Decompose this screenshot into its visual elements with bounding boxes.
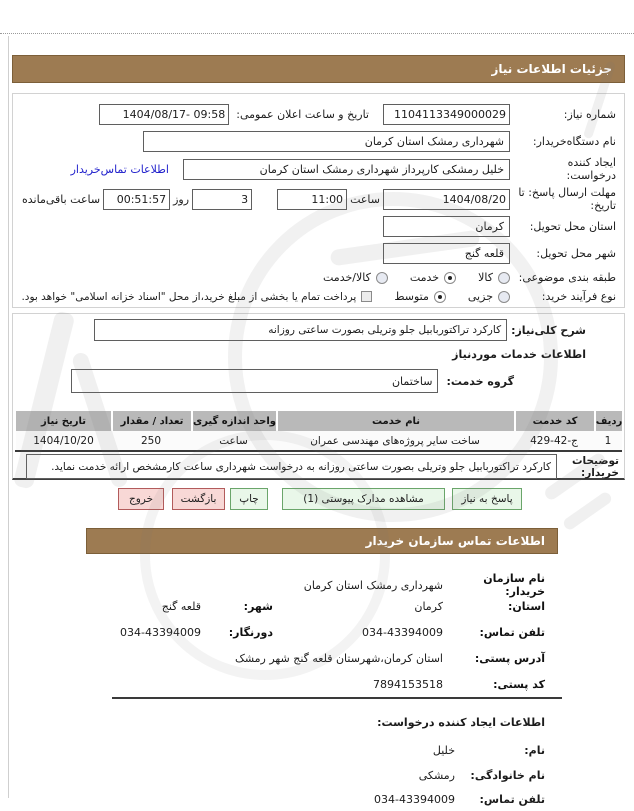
goods-service-radio[interactable]: [376, 272, 388, 284]
deadline-label: [510, 186, 616, 212]
col-header-unit: واحد اندازه گیری: [191, 411, 276, 431]
announce-datetime-field[interactable]: 1404/08/17- 09:58: [99, 104, 229, 125]
top-dotted-divider: [0, 33, 634, 34]
details-section-header: [12, 55, 625, 83]
org-phone-label: تلفن تماس:: [479, 626, 545, 639]
creator-last-name-value: رمشکی: [418, 769, 455, 782]
partial-radio[interactable]: [498, 291, 510, 303]
service-group-label: گروه خدمت:: [446, 374, 514, 388]
goods-radio[interactable]: [498, 272, 510, 284]
deadline-date-field[interactable]: 1404/08/20: [383, 189, 510, 210]
creator-last-name-row: [295, 769, 545, 782]
creator-phone-label: تلفن تماس:: [479, 793, 545, 806]
col-header-service-code: کد خدمت: [514, 411, 594, 431]
col-header-quantity: تعداد / مقدار: [111, 411, 191, 431]
services-table: [15, 411, 622, 452]
buyer-notes-label: [559, 455, 619, 479]
buyer-org-row: [21, 131, 616, 152]
view-attached-docs-button[interactable]: مشاهده مدارک پیوستی (1): [282, 488, 445, 510]
watermark: [562, 490, 614, 531]
process-option-medium: [394, 290, 446, 303]
cell-quantity: 250: [111, 431, 191, 450]
creator-last-name-label: نام خانوادگی:: [470, 769, 545, 782]
org-fax-value: 034-43394009: [120, 626, 201, 639]
announce-datetime-label: تاریخ و ساعت اعلان عمومی:: [236, 108, 369, 121]
purchase-process-row: [21, 290, 616, 303]
need-number-row: [21, 104, 616, 125]
org-postal-value: 7894153518: [373, 678, 443, 691]
creator-first-name-row: [295, 744, 545, 757]
creator-first-name-value: خلیل: [432, 744, 455, 757]
buyer-contact-link[interactable]: اطلاعات تماس‌خریدار: [70, 162, 169, 176]
buyer-org-label: نام دستگاه‌خریدار:: [532, 135, 616, 148]
classification-option-goods: [478, 271, 510, 284]
remaining-hours-label: ساعت باقی‌مانده: [22, 192, 101, 206]
left-page-border: [8, 36, 9, 798]
org-name-value: شهرداری رمشک استان کرمان: [303, 578, 443, 592]
classification-option-service: [410, 271, 456, 284]
required-services-heading: اطلاعات خدمات موردنیاز: [452, 348, 586, 361]
table-row: [15, 431, 622, 450]
details-section-title: جزئیات اطلاعات نیاز: [491, 62, 612, 76]
org-postal-label: کد پستی:: [493, 678, 545, 691]
deadline-hour-label: ساعت: [350, 192, 380, 206]
services-panel: [12, 313, 625, 480]
buyer-org-field[interactable]: شهرداری رمشک استان کرمان: [143, 131, 510, 152]
delivery-city-label: شهر محل تحویل:: [536, 247, 616, 260]
delivery-province-field[interactable]: کرمان: [383, 216, 510, 237]
cell-unit: ساعت: [191, 431, 276, 450]
request-creator-heading: اطلاعات ایجاد کننده درخواست:: [377, 716, 545, 729]
buyer-notes-row: [26, 454, 619, 479]
col-header-service-name: نام خدمت: [276, 411, 514, 431]
treasury-checkbox[interactable]: [361, 291, 372, 302]
request-creator-label-line2: درخواست:: [566, 169, 616, 182]
org-postal-row: [273, 678, 545, 691]
need-info-panel: [12, 93, 625, 308]
treasury-option: [21, 291, 372, 303]
exit-button[interactable]: خروج: [118, 488, 164, 510]
deadline-label-line2: تاریخ:: [590, 199, 616, 212]
section-divider-line: [112, 697, 562, 699]
cell-row-number: 1: [594, 431, 622, 450]
need-description-field[interactable]: کارکرد تراکتوربابیل جلو وتریلی بصورت ساعتی روزانه: [94, 319, 507, 341]
org-address-label: آدرس پستی:: [474, 652, 545, 665]
respond-to-need-button[interactable]: پاسخ به نیاز: [452, 488, 522, 510]
back-button[interactable]: بازگشت: [172, 488, 225, 510]
org-province-label: استان:: [508, 600, 545, 613]
remaining-days-field[interactable]: 3: [192, 189, 252, 210]
day-label: روز: [173, 192, 190, 206]
need-description-label: شرح کلی‌نیاز:: [511, 323, 586, 337]
delivery-province-label: استان محل تحویل:: [529, 220, 616, 233]
org-address-value: استان کرمان،شهرستان قلعه گنج شهر رمشک: [235, 652, 443, 665]
buyer-notes-field[interactable]: کارکرد تراکتوربابیل جلو وتریلی بصورت ساعتی روزانه به درخواست شهرداری ساعت کارمشخص ارائه خدمت نماید.: [26, 454, 557, 479]
cell-service-name: ساخت سایر پروژه‌های مهندسی عمران: [276, 431, 514, 450]
treasury-checkbox-label: پرداخت تمام یا بخشی از مبلغ خرید،از محل "اسناد خزانه اسلامی" خواهد بود.: [21, 290, 357, 303]
col-header-need-date: تاریخ نیاز: [16, 411, 111, 431]
delivery-city-row: [21, 243, 616, 264]
cell-need-date: 1404/10/20: [16, 431, 111, 450]
service-group-field[interactable]: ساختمان: [71, 369, 438, 393]
need-description-row: [94, 319, 586, 341]
org-city-label: شهر:: [243, 600, 273, 613]
need-number-label: شماره نیاز:: [563, 108, 616, 121]
delivery-city-field[interactable]: قلعه گنج: [383, 243, 510, 264]
buyer-notes-label-line2: خریدار:: [581, 466, 619, 479]
goods-radio-label: کالا: [478, 271, 493, 284]
service-radio[interactable]: [444, 272, 456, 284]
classification-label: طبقه بندی موضوعی:: [518, 271, 616, 284]
org-name-row: [304, 572, 545, 598]
print-button[interactable]: چاپ: [230, 488, 268, 510]
buyer-notes-label-line1: توضیحات: [571, 454, 619, 467]
deadline-time-field[interactable]: 11:00: [277, 189, 347, 210]
service-radio-label: خدمت: [409, 271, 440, 284]
delivery-province-row: [21, 216, 616, 237]
service-group-row: [71, 369, 514, 393]
org-province-value: کرمان: [414, 600, 443, 613]
contact-section-header: [86, 528, 558, 554]
org-province-city-row: [162, 600, 545, 613]
creator-phone-value: 034-43394009: [374, 793, 455, 806]
org-phone-fax-row: [120, 626, 545, 639]
services-table-header: [15, 411, 622, 431]
medium-radio-label: متوسط: [394, 290, 429, 303]
process-option-partial: [468, 290, 510, 303]
classification-row: [21, 271, 616, 284]
deadline-label-line1: مهلت ارسال پاسخ: تا: [518, 186, 616, 199]
org-name-label: نام سازمان خریدار:: [483, 572, 545, 598]
org-city-value: قلعه گنج: [161, 600, 201, 613]
deadline-row: [21, 186, 616, 212]
request-creator-field[interactable]: خلیل رمشکی کارپرداز شهرداری رمشک استان کرمان: [183, 159, 510, 180]
medium-radio[interactable]: [434, 291, 446, 303]
partial-radio-label: جزیی: [467, 290, 493, 303]
remaining-time-field[interactable]: 00:51:57: [103, 189, 170, 210]
request-creator-row: [21, 156, 616, 182]
creator-phone-row: [295, 793, 545, 806]
contact-section-title: اطلاعات تماس سازمان خریدار: [365, 534, 545, 548]
purchase-process-label: نوع فرآیند خرید:: [541, 290, 616, 303]
classification-option-goods-service: [323, 271, 388, 284]
col-header-row: ردیف: [594, 411, 622, 431]
goods-service-radio-label: کالا/خدمت: [323, 271, 371, 284]
request-creator-label: [510, 156, 616, 182]
need-number-field[interactable]: 1104113349000029: [383, 104, 510, 125]
org-fax-label: دورنگار:: [228, 626, 273, 639]
org-address-row: [235, 652, 545, 665]
creator-first-name-label: نام:: [524, 744, 545, 757]
cell-service-code: ج-42-429: [514, 431, 594, 450]
org-phone-value: 034-43394009: [362, 626, 443, 639]
request-creator-label-line1: ایجاد کننده: [567, 156, 616, 169]
